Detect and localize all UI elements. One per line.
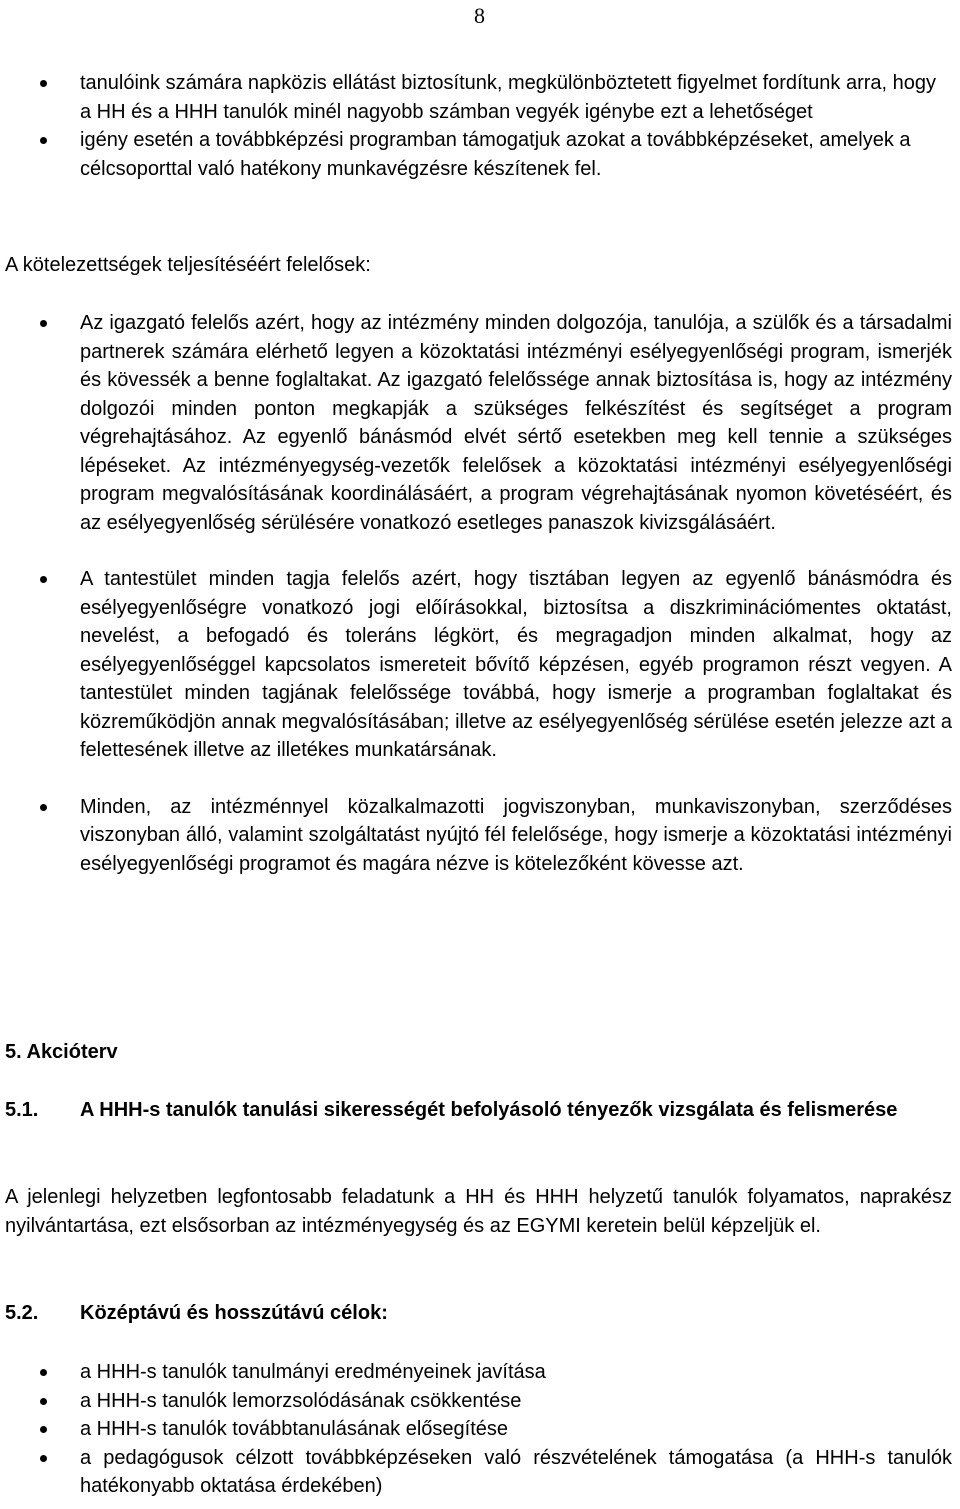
bullet-icon	[40, 80, 47, 87]
list-item	[0, 1415, 960, 1444]
bullet-icon	[40, 576, 47, 583]
bullet-icon	[40, 1398, 47, 1405]
bullet-icon	[40, 804, 47, 811]
list-item	[0, 1358, 960, 1387]
intro-bullet-list	[0, 69, 960, 183]
list-item-text: a HHH-s tanulók továbbtanulásának elősegítése	[80, 1418, 509, 1440]
list-item	[0, 1387, 960, 1416]
list-item-text: a pedagógusok célzott továbbképzéseken való részvételének támogatása (a HHH-s tanulók hatékonyabb oktatása érdekében)	[80, 1446, 952, 1497]
section-5-1-number: 5.1.	[5, 1099, 39, 1121]
list-item-text: igény esetén a továbbképzési programban támogatjuk azokat a továbbképzéseket, amelyek a célcsoporttal való hatékony munkavégzésre készítenek fel.	[80, 129, 911, 180]
section-5-1-body: A jelenlegi helyzetben legfontosabb feladatunk a HH és HHH helyzetű tanulók folyamatos, naprakész nyilvántartása, ezt elsősorban az intézményegység és az EGYMI keretein belül képzeljük el.	[5, 1186, 952, 1237]
section-5-title: 5. Akcióterv	[5, 1041, 118, 1063]
bullet-icon	[40, 137, 47, 144]
bullet-icon	[40, 1369, 47, 1376]
section-5-2-title: Középtávú és hosszútávú célok:	[80, 1302, 388, 1324]
bullet-icon	[40, 1426, 47, 1433]
list-item	[0, 309, 960, 537]
goals-bullet-list	[0, 1358, 960, 1501]
bullet-icon	[40, 320, 47, 327]
list-item-text: tanulóink számára napközis ellátást biztosítunk, megkülönböztetett figyelmet fordítunk arra, hogy a HH és a HHH tanulók minél nagyobb számban vegyék igénybe ezt a lehetőséget	[80, 72, 937, 123]
list-item	[0, 1444, 960, 1501]
list-item-text: Az igazgató felelős azért, hogy az intézmény minden dolgozója, tanulója, a szülők és a társadalmi partnerek számára elérhető legyen a közoktatási intézményi esélyegyenlőségi program, ismerjék és kövessék a benne foglaltakat. Az igazgató felelőssége annak biztosítása is, hogy az intézmény dolgozói minden ponton megkapják a szükséges felkészítést és segítséget a program végrehajtásához. Az egyenlő bánásmód elvét sértő esetekben meg kell tennie a szükséges lépéseket. Az intézményegység-vezetők felelősek a közoktatási intézményi esélyegyenlőségi program megvalósításának koordinálásáért, a program végrehajtásának nyomon követéséért, és az esélyegyenlőség sérülésére vonatkozó esetleges panaszok kivizsgálásáért.	[80, 312, 952, 534]
list-item-text: Minden, az intézménnyel közalkalmazotti jogviszonyban, munkaviszonyban, szerződéses viszonyban álló, valamint szolgáltatást nyújtó fél felelősége, hogy ismerje a közoktatási intézményi esélyegyenlőségi programot és magára nézve is kötelezőként kövesse azt.	[80, 795, 952, 875]
bullet-icon	[40, 1455, 47, 1462]
page-number: 8	[474, 3, 485, 28]
responsibility-bullet-list	[0, 309, 960, 878]
list-item	[0, 565, 960, 765]
list-item	[0, 793, 960, 879]
section-5-1-title: A HHH-s tanulók tanulási sikerességét befolyásoló tényezők vizsgálata és felismerése	[80, 1099, 898, 1121]
list-item-text: A tantestület minden tagja felelős azért, hogy tisztában legyen az egyenlő bánásmódra és esélyegyenlőségre vonatkozó jogi előírásokkal, biztosítsa a diszkriminációmentes oktatást, nevelést, a befogadó és toleráns légkört, és megragadjon minden alkalmat, hogy az esélyegyenlőséggel kapcsolatos ismereteit bővítő képzésen, egyéb programon részt vegyen. A tantestület minden tagjának felelőssége továbbá, hogy ismerje a programban foglaltakat és közreműködjön annak megvalósításában; illetve az esélyegyenlőség sérülése esetén jelezze azt a felettesének illetve az illetékes munkatársának.	[80, 568, 952, 761]
list-item	[0, 126, 960, 183]
list-item-text: a HHH-s tanulók lemorzsolódásának csökkentése	[80, 1389, 522, 1412]
list-item	[0, 69, 960, 126]
list-item-text: a HHH-s tanulók tanulmányi eredményeinek javítása	[80, 1361, 546, 1383]
section-5-2-number: 5.2.	[5, 1302, 39, 1324]
responsibility-heading: A kötelezettségek teljesítéséért felelősek:	[5, 254, 371, 276]
